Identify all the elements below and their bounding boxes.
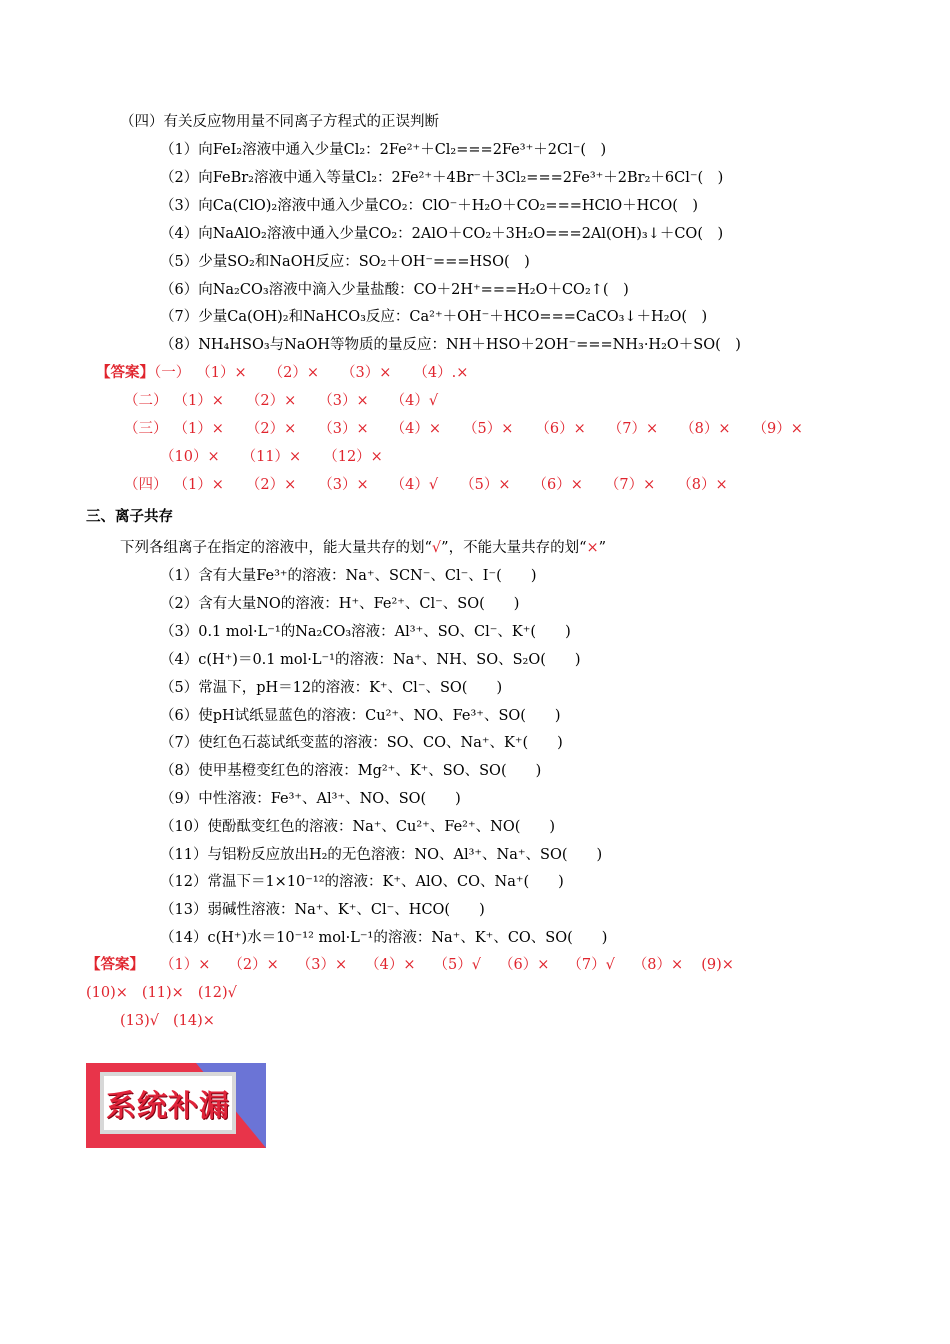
section3-item: （5）常温下，pH＝12的溶液：K⁺、Cl⁻、SO( )	[160, 680, 503, 696]
intro-text: ”	[598, 540, 607, 556]
answer-item: (12)√	[197, 985, 237, 1001]
answer-item: （4）×	[390, 421, 441, 437]
answers2-row2	[86, 983, 259, 1003]
answer-label: 【答案】	[86, 956, 144, 973]
intro-text: ”，不能大量共存的划“	[441, 540, 587, 556]
section3-item: （3）0.1 mol·L⁻¹的Na₂CO₃溶液：Al³⁺、SO、Cl⁻、K⁺( )	[160, 624, 571, 640]
answer-item: （4）√	[390, 477, 439, 493]
answer-item: （1）×	[173, 393, 224, 409]
answer-item: (13)√	[120, 1013, 160, 1029]
answer-item: （3）×	[318, 393, 369, 409]
answer-item: （2）×	[245, 477, 297, 493]
answer-item: （3）×	[318, 477, 369, 493]
answers1-row3	[124, 419, 803, 439]
answer-item: （4）.×	[413, 365, 469, 381]
answer-item: （8）×	[680, 421, 731, 437]
answer-item: （2）×	[245, 421, 297, 437]
section3-item: （14）c(H⁺)水＝10⁻¹² mol·L⁻¹的溶液：Na⁺、K⁺、CO、SO( )	[160, 930, 608, 946]
section3-intro	[120, 538, 606, 558]
section3-item: （13）弱碱性溶液：Na⁺、K⁺、Cl⁻、HCO( )	[160, 902, 485, 918]
section3-item: （9）中性溶液：Fe³⁺、Al³⁺、NO、SO( )	[160, 791, 461, 807]
answer-item: （2）×	[228, 957, 279, 973]
section4-item: （6）向Na₂CO₃溶液中滴入少量盐酸：CO＋2H⁺===H₂O＋CO₂↑( )	[160, 282, 629, 298]
answer-item: （6）×	[498, 957, 550, 973]
answers2-row1	[86, 955, 734, 975]
answer-item: (9)×	[701, 957, 734, 973]
check-mark: √	[431, 540, 442, 556]
section3-item: （11）与铝粉反应放出H₂的无色溶液：NO、Al³⁺、Na⁺、SO( )	[160, 847, 603, 863]
badge-label-box	[100, 1072, 236, 1134]
section4-item: （8）NH₄HSO₃与NaOH等物质的量反应：NH＋HSO＋2OH⁻===NH₃·H₂O＋SO( )	[160, 337, 741, 353]
cross-mark: ×	[586, 540, 599, 556]
answer-item: （9）×	[752, 421, 803, 437]
answer-item: （5）√	[433, 957, 481, 973]
answer-item: （3）×	[318, 421, 369, 437]
answers2-row3	[120, 1011, 237, 1031]
answer-item: （3）×	[341, 365, 392, 381]
answer-group-prefix: （三）	[124, 421, 168, 437]
answer-item: (10)×	[86, 985, 128, 1001]
answer-item: （1）×	[173, 477, 224, 493]
answer-group-prefix: （二）	[124, 393, 168, 409]
answer-item: （6）×	[535, 421, 586, 437]
answer-item: （1）×	[173, 421, 224, 437]
section3-item: （6）使pH试纸显蓝色的溶液：Cu²⁺、NO、Fe³⁺、SO( )	[160, 708, 561, 724]
section3-item: （8）使甲基橙变红色的溶液：Mg²⁺、K⁺、SO、SO( )	[160, 763, 542, 779]
section3-item: （7）使红色石蕊试纸变蓝的溶液：SO、CO、Na⁺、K⁺( )	[160, 735, 563, 751]
answer-item: （1）×	[160, 957, 211, 973]
badge-label: 系统补漏	[106, 1089, 230, 1124]
section3-item: （10）使酚酞变红色的溶液：Na⁺、Cu²⁺、Fe²⁺、NO( )	[160, 819, 556, 835]
answer-item: （5）×	[463, 421, 514, 437]
section4-item: （1）向FeI₂溶液中通入少量Cl₂：2Fe²⁺＋Cl₂===2Fe³⁺＋2Cl⁻( )	[160, 142, 607, 158]
answer-item: （5）×	[460, 477, 511, 493]
section3-title: 三、离子共存	[86, 509, 173, 525]
answer-group-prefix: （一）	[154, 365, 191, 381]
system-review-badge	[86, 1063, 266, 1148]
section4-item: （7）少量Ca(OH)₂和NaHCO₃反应：Ca²⁺＋OH⁻＋HCO===CaCO₃↓＋H₂O( )	[160, 309, 708, 325]
answers1-row4	[160, 447, 405, 467]
intro-text: 下列各组离子在指定的溶液中，能大量共存的划“	[120, 540, 432, 556]
answer-item: （6）×	[532, 477, 583, 493]
answer-item: （8）×	[632, 957, 684, 973]
answer-label: 【答案】	[96, 364, 154, 381]
answer-item: （7）×	[607, 421, 659, 437]
section3-item: （12）常温下＝1×10⁻¹²的溶液：K⁺、AlO、CO、Na⁺( )	[160, 874, 564, 890]
answer-item: （4）×	[365, 957, 416, 973]
answer-group-prefix: （四）	[124, 477, 168, 493]
answer-item: （4）√	[390, 393, 439, 409]
section3-item: （1）含有大量Fe³⁺的溶液：Na⁺、SCN⁻、Cl⁻、I⁻( )	[160, 568, 537, 584]
answer-item: （12）×	[323, 449, 383, 465]
answer-item: （7）×	[604, 477, 656, 493]
section4-item: （3）向Ca(ClO)₂溶液中通入少量CO₂：ClO⁻＋H₂O＋CO₂===HClO＋HCO( )	[160, 198, 699, 214]
answer-item: （7）√	[567, 957, 615, 973]
answer-item: （2）×	[245, 393, 297, 409]
answers1-row5	[124, 475, 750, 495]
section4-item: （2）向FeBr₂溶液中通入等量Cl₂：2Fe²⁺＋4Br⁻＋3Cl₂===2Fe³⁺＋2Br₂＋6Cl⁻( )	[160, 170, 724, 186]
answers1-row1	[96, 363, 490, 383]
answer-item: （1）×	[196, 365, 247, 381]
answer-item: （2）×	[268, 365, 319, 381]
section4-item: （4）向NaAlO₂溶液中通入少量CO₂：2AlO＋CO₂＋3H₂O===2Al(OH)₃↓＋CO( )	[160, 226, 724, 242]
answer-item: (11)×	[141, 985, 184, 1001]
answer-item: （10）×	[160, 449, 220, 465]
answers1-row2	[124, 391, 460, 411]
answer-item: （11）×	[241, 449, 302, 465]
section3-item: （4）c(H⁺)＝0.1 mol·L⁻¹的溶液：Na⁺、NH、SO、S₂O( )	[160, 652, 581, 668]
answer-item: （3）×	[296, 957, 348, 973]
answer-item: (14)×	[173, 1013, 215, 1029]
section4-title: （四）有关反应物用量不同离子方程式的正误判断	[120, 114, 439, 130]
answer-item: （8）×	[677, 477, 728, 493]
section4-item: （5）少量SO₂和NaOH反应：SO₂＋OH⁻===HSO( )	[160, 254, 530, 270]
section3-item: （2）含有大量NO的溶液：H⁺、Fe²⁺、Cl⁻、SO( )	[160, 596, 520, 612]
